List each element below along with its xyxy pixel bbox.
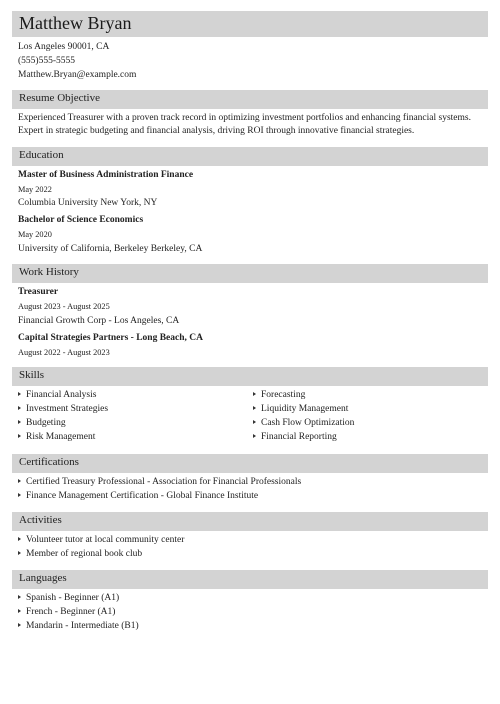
job-company: Financial Growth Corp - Los Angeles, CA (18, 316, 180, 326)
education-school: Columbia University New York, NY (18, 198, 158, 208)
language-item: Spanish - Beginner (A1) (18, 592, 119, 605)
job-title: Treasurer (18, 287, 59, 297)
certifications-header (12, 454, 488, 473)
bullet-icon (18, 434, 21, 438)
bullet-icon (253, 392, 256, 396)
job-dates: August 2022 - August 2023 (18, 348, 110, 357)
contact-email: Matthew.Bryan@example.com (18, 70, 137, 80)
name-header (12, 11, 488, 37)
bullet-icon (253, 406, 256, 410)
education-degree: Bachelor of Science Economics (18, 215, 144, 225)
activity-item: Volunteer tutor at local community center (18, 534, 184, 547)
education-header (12, 147, 488, 166)
bullet-icon (253, 420, 256, 424)
skill-item: Financial Reporting (253, 431, 337, 444)
contact-phone: (555)555-5555 (18, 56, 75, 66)
bullet-icon (18, 551, 21, 555)
objective-line-2: Expert in strategic budgeting and financial analysis, driving ROI through innovative financial strategies. (18, 126, 415, 136)
education-degree: Master of Business Administration Finance (18, 170, 194, 180)
education-school: University of California, Berkeley Berkeley, CA (18, 244, 203, 254)
bullet-icon (18, 537, 21, 541)
education-date: May 2020 (18, 230, 52, 239)
skill-item: Budgeting (18, 417, 66, 430)
contact-address: Los Angeles 90001, CA (18, 42, 110, 52)
skill-item: Liquidity Management (253, 403, 348, 416)
skills-title: Skills (19, 369, 45, 381)
skill-item: Financial Analysis (18, 389, 96, 402)
bullet-icon (18, 392, 21, 396)
candidate-name: Matthew Bryan (19, 13, 132, 33)
job-dates: August 2023 - August 2025 (18, 302, 110, 311)
skill-item: Cash Flow Optimization (253, 417, 354, 430)
bullet-icon (18, 420, 21, 424)
certification-item: Certified Treasury Professional - Association for Financial Professionals (18, 476, 301, 489)
bullet-icon (18, 623, 21, 627)
certifications-title: Certifications (19, 456, 79, 468)
work-history-title: Work History (19, 266, 79, 278)
education-title: Education (19, 149, 64, 161)
education-date: May 2022 (18, 185, 52, 194)
certification-item: Finance Management Certification - Global Finance Institute (18, 490, 258, 503)
activities-title: Activities (19, 514, 62, 526)
language-item: Mandarin - Intermediate (B1) (18, 620, 139, 633)
work-history-header (12, 264, 488, 283)
skill-item: Investment Strategies (18, 403, 108, 416)
activities-header (12, 512, 488, 531)
objective-header (12, 90, 488, 109)
objective-line-1: Experienced Treasurer with a proven track record in optimizing investment portfolios and enhancing financial systems. (18, 113, 471, 123)
bullet-icon (18, 609, 21, 613)
objective-title: Resume Objective (19, 92, 100, 104)
skill-item: Risk Management (18, 431, 95, 444)
activity-item: Member of regional book club (18, 548, 142, 561)
job-title: Capital Strategies Partners - Long Beach, CA (18, 333, 203, 343)
skill-item: Forecasting (253, 389, 305, 402)
skills-header (12, 367, 488, 386)
bullet-icon (18, 406, 21, 410)
bullet-icon (18, 479, 21, 483)
language-item: French - Beginner (A1) (18, 606, 115, 619)
bullet-icon (18, 595, 21, 599)
languages-header (12, 570, 488, 589)
bullet-icon (253, 434, 256, 438)
bullet-icon (18, 493, 21, 497)
languages-title: Languages (19, 572, 67, 584)
